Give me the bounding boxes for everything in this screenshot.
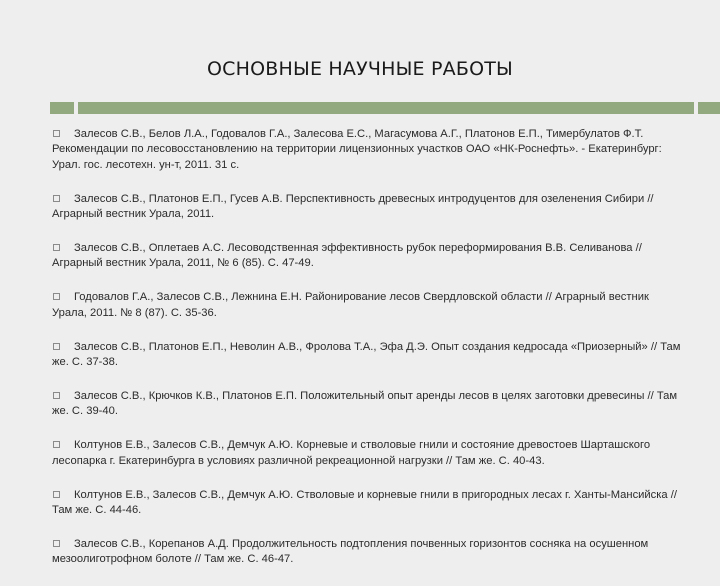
list-item	[52, 290, 684, 321]
list-item	[52, 127, 684, 173]
list-item	[52, 438, 684, 469]
square-bullet-icon	[53, 293, 60, 300]
reference-text: Залесов С.В., Крючков К.В., Платонов Е.П. Положительный опыт аренды лесов в целях заготовки древесины // Там же. С. 39-40.	[52, 389, 678, 418]
list-item	[52, 389, 684, 420]
list-item	[52, 241, 684, 272]
reference-text: Колтунов Е.В., Залесов С.В., Демчук А.Ю. Корневые и стволовые гнили и состояние древостоев Шарташского лесопарка г. Екатеринбурга в условиях различной рекреационной нагрузки // Там же. С. 40-43.	[52, 439, 651, 467]
reference-text: Залесов С.В., Оплетаев А.С. Лесоводственная эффективность рубок переформирования В.В. Селиванова // Аграрный вестник Урала, 2011, № 6 (85). С. 47-49.	[52, 242, 642, 270]
square-bullet-icon	[53, 491, 60, 498]
square-bullet-icon	[53, 195, 60, 202]
list-item	[52, 537, 684, 568]
reference-text: Колтунов Е.В., Залесов С.В., Демчук А.Ю. Стволовые и корневые гнили в пригородных лесах г. Ханты-Мансийска // Там же. С. 44-46.	[52, 488, 677, 516]
square-bullet-icon	[53, 392, 60, 399]
square-bullet-icon	[53, 343, 60, 350]
square-bullet-icon	[53, 441, 60, 448]
reference-text: Залесов С.В., Платонов Е.П., Неволин А.В., Фролова Т.А., Эфа Д.Э. Опыт создания кедросада «Приозерный» // Там же. С. 37-38.	[52, 340, 681, 369]
accent-bar-right	[698, 102, 720, 114]
square-bullet-icon	[53, 540, 60, 547]
page-title: ОСНОВНЫЕ НАУЧНЫЕ РАБОТЫ	[207, 58, 513, 80]
list-item	[52, 488, 684, 519]
reference-text: Залесов С.В., Белов Л.А., Годовалов Г.А., Залесова Е.С., Магасумова А.Г., Платонов Е.П., Тимербулатов Ф.Т. Рекомендации по лесовосстановлению на территории лицензионных участков ОАО «НК-Роснефть». - Екатеринбург: Урал. гос. лесотехн. ун-т, 2011. 31 с.	[52, 128, 662, 171]
list-item	[52, 192, 684, 223]
reference-text: Годовалов Г.А., Залесов С.В., Лежнина Е.Н. Районирование лесов Свердловской области // Аграрный вестник Урала, 2011. № 8 (87). С. 35-36.	[52, 291, 649, 319]
square-bullet-icon	[53, 244, 60, 251]
reference-text: Залесов С.В., Корепанов А.Д. Продолжительность подтопления почвенных горизонтов сосняка на осушенном мезоолиготрофном болоте // Там же. С. 46-47.	[52, 537, 649, 566]
accent-bar-main	[78, 102, 694, 114]
reference-list	[52, 127, 684, 586]
reference-text: Залесов С.В., Платонов Е.П., Гусев А.В. Перспективность древесных интродуцентов для озеленения Сибири // Аграрный вестник Урала, 2011.	[52, 192, 654, 221]
square-bullet-icon	[53, 130, 60, 137]
accent-bar-left	[50, 102, 74, 114]
list-item	[52, 340, 684, 371]
